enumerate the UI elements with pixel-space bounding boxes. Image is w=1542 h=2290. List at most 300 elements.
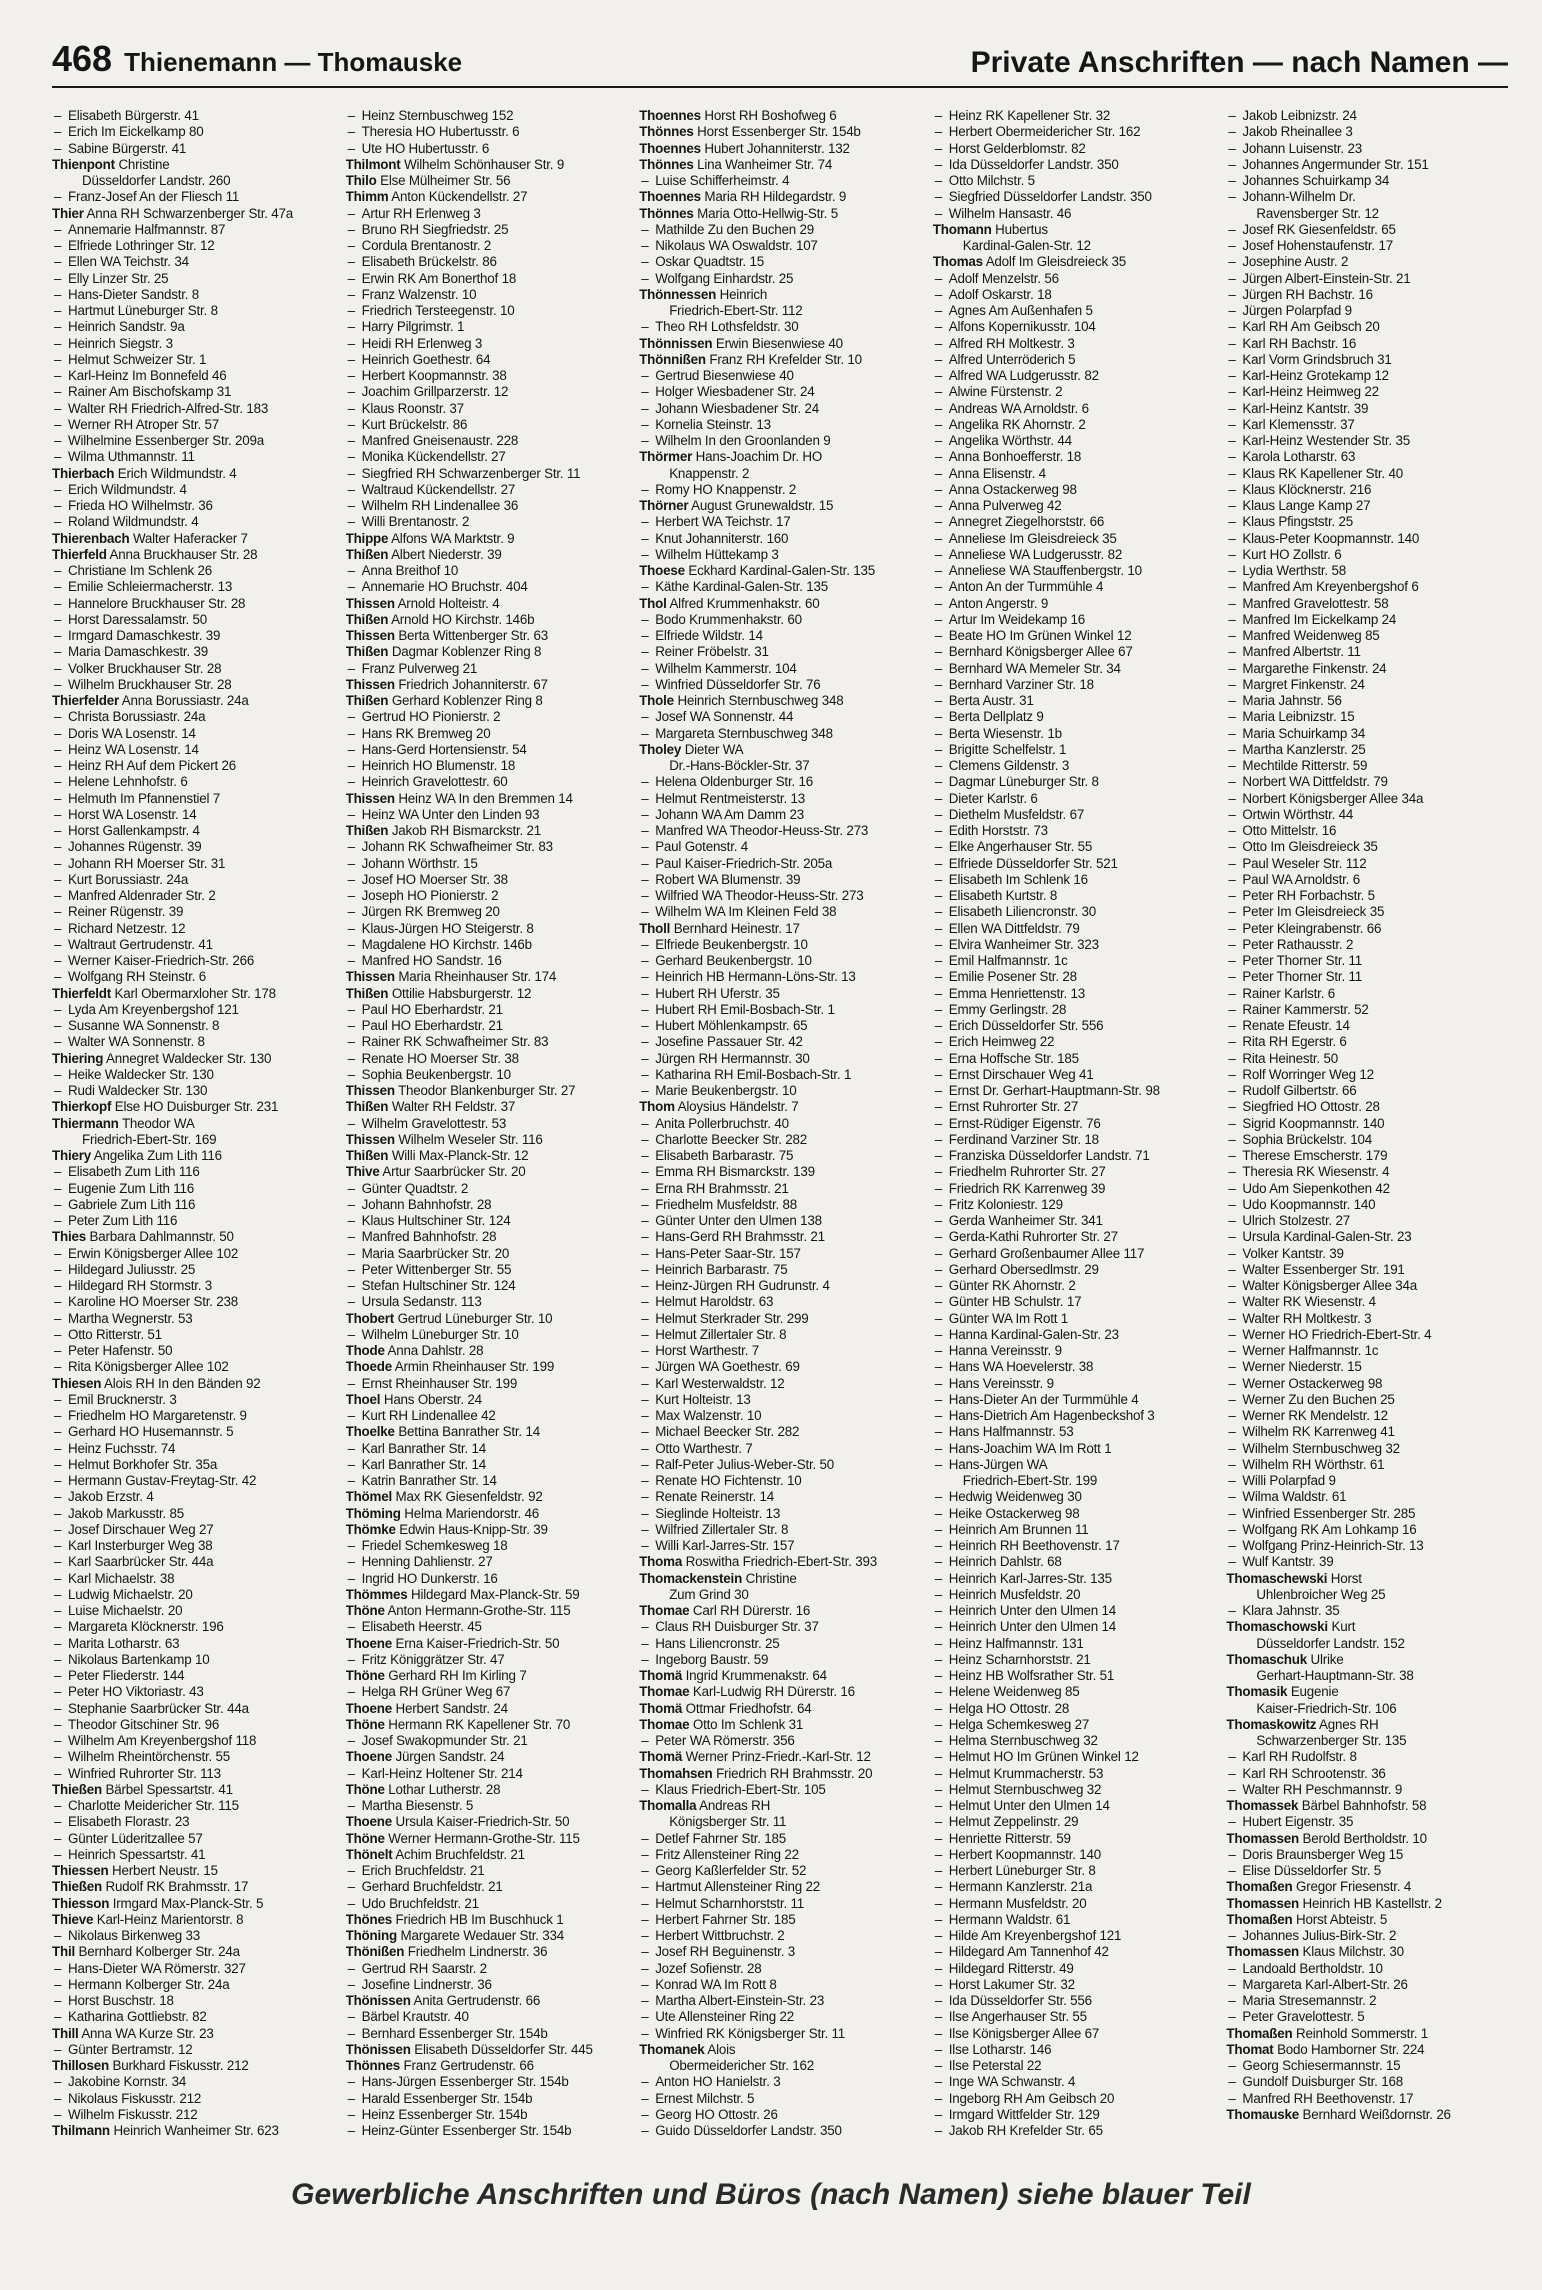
listing-entry — [933, 1229, 1221, 1245]
entry-details: Renate HO Moerser Str. 38 — [361, 1050, 519, 1066]
listing-entry — [639, 1879, 927, 1895]
surname-entry — [346, 628, 634, 644]
listing-entry — [52, 921, 340, 937]
listing-entry — [1226, 1229, 1514, 1245]
surname-entry — [346, 189, 634, 205]
listing-entry — [52, 401, 340, 417]
surname-entry — [639, 1766, 927, 1782]
entry-details: Dieter Karlstr. 6 — [948, 790, 1038, 806]
surname-entry — [346, 531, 634, 547]
entry-details: Wolfgang Prinz-Heinrich-Str. 13 — [1242, 1538, 1424, 1553]
entry-details: Helmut Sternbuschweg 32 — [948, 1781, 1102, 1797]
listing-entry — [639, 1132, 927, 1148]
entry-details: Peter Hafenstr. 50 — [68, 1343, 173, 1358]
surname-entry — [1226, 1684, 1514, 1700]
listing-entry — [639, 856, 927, 872]
entry-details: Angelika Wörthstr. 44 — [948, 433, 1072, 448]
entry-details: Hubert Eigenstr. 35 — [1242, 1814, 1354, 1830]
surname-entry — [52, 986, 340, 1002]
surname-entry — [1226, 1896, 1514, 1912]
surname-entry — [1226, 1619, 1514, 1635]
listing-entry — [52, 2107, 340, 2123]
listing-entry — [639, 1116, 927, 1132]
entry-details: Helma Sternbuschweg 32 — [948, 1733, 1098, 1748]
surname: Thomä — [639, 1700, 683, 1716]
entry-details: Karl-Heinz Grotekamp 12 — [1242, 368, 1389, 383]
listing-entry — [933, 644, 1221, 660]
listing-entry — [346, 254, 634, 270]
entry-details: Nikolaus Fiskusstr. 212 — [68, 2090, 202, 2106]
entry-details: Ute Allensteiner Ring 22 — [655, 2009, 795, 2025]
listing-entry — [933, 1294, 1221, 1310]
listing-entry — [933, 319, 1221, 335]
listing-entry — [639, 1896, 927, 1912]
entry-details: Herbert Koopmannstr. 38 — [361, 368, 507, 383]
listing-entry — [1226, 1197, 1514, 1213]
listing-entry — [1226, 514, 1514, 530]
entry-details: Anna Pulverweg 42 — [948, 498, 1062, 513]
entry-details: Udo Am Siepenkothen 42 — [1242, 1180, 1390, 1196]
address-continuation — [639, 466, 927, 482]
entry-details: Hermann Gustav-Freytag-Str. 42 — [68, 1473, 257, 1488]
listing-entry — [639, 1034, 927, 1050]
listing-entry — [52, 108, 340, 124]
entry-details: Klaus Hultschiner Str. 124 — [361, 1213, 511, 1228]
surname-entry — [52, 547, 340, 563]
entry-details: Hans-Gerd RH Brahmsstr. 21 — [655, 1229, 825, 1245]
listing-entry — [1226, 888, 1514, 904]
entry-details: Bernhard Varziner Str. 18 — [948, 676, 1094, 692]
surname-entry — [52, 1148, 340, 1164]
entry-details: Manfred HO Sandstr. 16 — [361, 953, 502, 968]
entry-details: Walter Essenberger Str. 191 — [1242, 1261, 1405, 1277]
listing-entry — [346, 2107, 634, 2123]
listing-entry — [52, 482, 340, 498]
surname-entry — [346, 1148, 634, 1164]
entry-details: Brigitte Schelfelstr. 1 — [948, 741, 1067, 757]
listing-entry — [52, 596, 340, 612]
listing-entry — [52, 1457, 340, 1473]
surname-entry — [52, 1879, 340, 1895]
listing-entry — [1226, 108, 1514, 124]
entry-details: Anneliese Im Gleisdreieck 35 — [948, 530, 1117, 546]
listing-entry — [639, 2074, 927, 2090]
surname: Thönnes — [639, 205, 694, 221]
surname-entry — [52, 157, 340, 173]
entry-details: Max RK Giesenfeldstr. 92 — [395, 1489, 543, 1505]
listing-entry — [639, 986, 927, 1002]
entry-details: Volker Bruckhauser Str. 28 — [68, 660, 222, 676]
entry-details: Franz RH Krefelder Str. 10 — [709, 351, 862, 367]
listing-entry — [52, 1603, 340, 1619]
surname: Thilmont — [345, 156, 401, 172]
listing-entry — [933, 1506, 1221, 1522]
entry-details: Günter Lüderitzallee 57 — [68, 1830, 203, 1846]
surname: Thoene — [345, 1814, 393, 1830]
entry-details: Jürgen RK Bremweg 20 — [361, 904, 500, 920]
entry-details: Mechtilde Ritterstr. 59 — [1242, 758, 1368, 773]
listing-entry — [346, 1896, 634, 1912]
listing-entry — [346, 839, 634, 855]
listing-entry — [1226, 953, 1514, 969]
entry-details: Hans Halfmannstr. 53 — [948, 1424, 1074, 1440]
entry-details: Berold Bertholdstr. 10 — [1302, 1830, 1427, 1846]
entry-details: Herbert Sandstr. 24 — [395, 1700, 508, 1716]
entry-details: Lothar Lutherstr. 28 — [388, 1781, 501, 1797]
address-continuation — [639, 2058, 927, 2074]
entry-details: Heinrich Dahlstr. 68 — [948, 1554, 1062, 1570]
listing-entry — [933, 1928, 1221, 1944]
listing-entry — [933, 1944, 1221, 1960]
listing-entry — [933, 1067, 1221, 1083]
entry-details: Renate HO Fichtenstr. 10 — [655, 1473, 802, 1488]
surname-entry — [639, 742, 927, 758]
surname: Thöming — [345, 1505, 401, 1521]
entry-details: Otto Im Gleisdreieck 35 — [1242, 839, 1378, 855]
listing-entry — [52, 807, 340, 823]
entry-details: Bernhard WA Memeler Str. 34 — [948, 660, 1121, 676]
listing-entry — [933, 1863, 1221, 1879]
address-continuation — [1226, 206, 1514, 222]
listing-entry — [933, 1018, 1221, 1034]
entry-details: Landoald Bertholdstr. 10 — [1242, 1960, 1383, 1976]
entry-details: Gerda-Kathi Ruhrorter Str. 27 — [948, 1229, 1118, 1245]
surname: Thöne — [345, 1716, 385, 1732]
entry-details: Martha Albert-Einstein-Str. 23 — [655, 1993, 825, 2008]
surname-entry — [639, 2042, 927, 2058]
entry-details: Josefine Lindnerstr. 36 — [361, 1976, 492, 1992]
entry-details: Willi Karl-Jarres-Str. 157 — [655, 1538, 795, 1553]
entry-details: Armin Rheinhauser Str. 199 — [394, 1359, 555, 1375]
surname: Thöne — [345, 1668, 385, 1683]
listing-entry — [346, 807, 634, 823]
entry-details: Ingrid Krummenakstr. 64 — [685, 1668, 827, 1683]
entry-details: Emma RH Bismarckstr. 139 — [655, 1164, 815, 1180]
entry-details: Emilie Posener Str. 28 — [948, 969, 1077, 985]
listing-entry — [1226, 319, 1514, 335]
surname: Thomackenstein — [639, 1570, 743, 1586]
entry-details: Gertrud Lüneburger Str. 10 — [397, 1310, 553, 1326]
surname-entry — [1226, 2107, 1514, 2123]
listing-entry — [1226, 661, 1514, 677]
entry-details: Josefine Passauer Str. 42 — [655, 1034, 803, 1050]
listing-entry — [52, 677, 340, 693]
listing-entry — [933, 514, 1221, 530]
surname: Thörner — [639, 498, 689, 513]
entry-details: Jakob Rheinallee 3 — [1242, 124, 1353, 140]
entry-details: Martha Biesenstr. 5 — [361, 1798, 474, 1813]
entry-details: Paul Weseler Str. 112 — [1242, 855, 1367, 871]
listing-entry — [52, 1814, 340, 1830]
surname: Thißen — [345, 1099, 389, 1115]
entry-details: Rita Königsberger Allee 102 — [68, 1359, 229, 1375]
listing-entry — [933, 2091, 1221, 2107]
entry-details: Herbert Obermeidericher Str. 162 — [948, 124, 1141, 140]
listing-entry — [1226, 904, 1514, 920]
listing-entry — [52, 1684, 340, 1700]
listing-entry — [1226, 1376, 1514, 1392]
entry-details: Karola Lotharstr. 63 — [1242, 449, 1356, 465]
listing-entry — [346, 774, 634, 790]
footer-note: Gewerbliche Anschriften und Büros (nach Namen) siehe blauer Teil — [291, 2178, 1251, 2211]
entry-details: Hartmut Lüneburger Str. 8 — [68, 303, 218, 318]
entry-details: Heinz Sternbuschweg 152 — [361, 108, 514, 123]
listing-entry — [52, 1213, 340, 1229]
listing-entry — [52, 1262, 340, 1278]
entry-details: Karl Vorm Grindsbruch 31 — [1242, 351, 1392, 367]
surname-entry — [346, 823, 634, 839]
listing-entry — [1226, 1002, 1514, 1018]
entry-details: Joachim Grillparzerstr. 12 — [361, 384, 509, 400]
surname-entry — [346, 1831, 634, 1847]
surname: Thomaßen — [1226, 1879, 1293, 1895]
entry-details: Jakob Erzstr. 4 — [68, 1489, 154, 1505]
listing-entry — [639, 807, 927, 823]
entry-details: Luise Schifferheimstr. 4 — [655, 173, 790, 188]
entry-details: Hedwig Weidenweg 30 — [948, 1489, 1082, 1505]
listing-entry — [933, 1441, 1221, 1457]
listing-entry — [346, 482, 634, 498]
listing-entry — [933, 774, 1221, 790]
entry-details: Johannes Julius-Birk-Str. 2 — [1242, 1928, 1397, 1943]
surname: Thol — [639, 595, 667, 611]
entry-details: Josef Dirschauer Weg 27 — [68, 1521, 214, 1537]
listing-entry — [1226, 173, 1514, 189]
entry-details: Helmut HO Im Grünen Winkel 12 — [948, 1749, 1139, 1765]
listing-entry — [639, 888, 927, 904]
entry-details: Klaus Klöcknerstr. 216 — [1242, 481, 1372, 497]
entry-details: Friedhelm Lindnerstr. 36 — [407, 1944, 548, 1960]
name-range: Thienemann — Thomauske — [124, 47, 463, 77]
entry-details: Heinrich RH Beethovenstr. 17 — [948, 1538, 1120, 1553]
listing-entry — [52, 969, 340, 985]
entry-details: Achim Bruchfeldstr. 21 — [395, 1846, 525, 1862]
listing-entry — [933, 2009, 1221, 2025]
entry-details: Kaiser-Friedrich-Str. 106 — [1256, 1700, 1397, 1716]
listing-entry — [933, 417, 1221, 433]
listing-entry — [639, 839, 927, 855]
listing-entry — [346, 271, 634, 287]
listing-entry — [346, 319, 634, 335]
listing-entry — [933, 1246, 1221, 1262]
surname: Thierenbach — [52, 530, 130, 546]
entry-details: Helmut Unter den Ulmen 14 — [948, 1798, 1110, 1813]
entry-details: Jakob Markusstr. 85 — [68, 1505, 185, 1521]
listing-entry — [1226, 498, 1514, 514]
listing-entry — [639, 1051, 927, 1067]
entry-details: Hermann Musfeldstr. 20 — [948, 1895, 1087, 1911]
entry-details: Karoline HO Moerser Str. 238 — [68, 1294, 239, 1310]
listing-entry — [346, 514, 634, 530]
listing-entry — [52, 1977, 340, 1993]
entry-details: Rudolf RK Brahmsstr. 17 — [105, 1879, 249, 1895]
listing-entry — [1226, 628, 1514, 644]
entry-details: Christiane Im Schlenk 26 — [68, 563, 213, 578]
section-title: Private Anschriften — nach Namen — — [970, 46, 1508, 79]
entry-details: Manfred Gravelottestr. 58 — [1242, 595, 1389, 611]
listing-entry — [52, 2009, 340, 2025]
listing-entry — [933, 1051, 1221, 1067]
entry-details: Knappenstr. 2 — [669, 465, 750, 481]
listing-entry — [346, 1327, 634, 1343]
listing-entry — [933, 531, 1221, 547]
entry-details: Hans Vereinsstr. 9 — [948, 1375, 1054, 1391]
listing-entry — [639, 661, 927, 677]
listing-entry — [1226, 807, 1514, 823]
listing-entry — [346, 1652, 634, 1668]
surname-entry — [346, 1424, 634, 1440]
listing-entry — [346, 2026, 634, 2042]
entry-details: Volker Kantstr. 39 — [1242, 1245, 1344, 1261]
entry-details: Jürgen RH Bachstr. 16 — [1242, 286, 1373, 302]
surname: Thillosen — [52, 2058, 109, 2073]
surname-entry — [346, 1392, 634, 1408]
entry-details: Elfriede Wildstr. 14 — [655, 628, 763, 643]
entry-details: Friedrich Tersteegenstr. 10 — [361, 303, 515, 318]
entry-details: Friedrich-Ebert-Str. 112 — [669, 303, 803, 318]
surname-entry — [639, 287, 927, 303]
surname: Thißen — [345, 985, 389, 1001]
entry-details: Heinrich — [719, 286, 768, 302]
entry-details: Wilhelm In den Groonlanden 9 — [655, 433, 831, 448]
address-continuation — [1226, 1636, 1514, 1652]
listing-entry — [52, 141, 340, 157]
listing-entry — [52, 937, 340, 953]
listing-entry — [933, 206, 1221, 222]
entry-details: Michael Beecker Str. 282 — [655, 1424, 800, 1440]
entry-details: Margareta Sternbuschweg 348 — [655, 725, 833, 741]
entry-details: Knut Johanniterstr. 160 — [655, 530, 789, 546]
surname-entry — [52, 1863, 340, 1879]
listing-entry — [639, 1424, 927, 1440]
entry-details: Maria Leibnizstr. 15 — [1242, 709, 1355, 725]
listing-entry — [1226, 1603, 1514, 1619]
listing-entry — [933, 1847, 1221, 1863]
entry-details: Rainer Kammerstr. 52 — [1242, 1001, 1369, 1017]
listing-entry — [933, 1538, 1221, 1554]
surname: Thomaschowski — [1226, 1619, 1328, 1635]
entry-details: Heinrich Goethestr. 64 — [361, 351, 491, 367]
listing-entry — [346, 1067, 634, 1083]
listing-entry — [52, 1164, 340, 1180]
surname: Tholl — [639, 920, 671, 936]
listing-entry — [933, 1197, 1221, 1213]
entry-details: Annegret Waldecker Str. 130 — [106, 1050, 272, 1066]
entry-details: Wilhelm Weseler Str. 116 — [398, 1131, 543, 1147]
listing-entry — [639, 937, 927, 953]
entry-details: Rita RH Egerstr. 6 — [1242, 1034, 1347, 1050]
column-5 — [1226, 108, 1514, 2163]
surname: Thönnessen — [639, 286, 717, 302]
surname-entry — [346, 1359, 634, 1375]
listing-entry — [52, 417, 340, 433]
entry-details: Peter HO Viktoriastr. 43 — [68, 1684, 204, 1700]
surname-entry — [346, 677, 634, 693]
entry-details: Erwin Königsberger Allee 102 — [68, 1245, 239, 1261]
entry-details: Karl-Heinz Heimweg 22 — [1242, 384, 1379, 400]
surname-entry — [639, 206, 927, 222]
surname: Thißen — [345, 1148, 389, 1163]
surname-entry — [52, 1376, 340, 1392]
listing-entry — [1226, 709, 1514, 725]
listing-entry — [639, 1522, 927, 1538]
entry-details: Adolf Oskarstr. 18 — [948, 286, 1052, 302]
entry-details: Manfred Im Eickelkamp 24 — [1242, 611, 1397, 627]
entry-details: Emil Brucknerstr. 3 — [68, 1391, 177, 1407]
listing-entry — [1226, 1961, 1514, 1977]
listing-entry — [346, 1879, 634, 1895]
listing-entry — [1226, 1327, 1514, 1343]
surname-entry — [639, 1749, 927, 1765]
entry-details: Manfred Bahnhofstr. 28 — [361, 1229, 497, 1245]
listing-entry — [1226, 791, 1514, 807]
entry-details: Kurt Holteistr. 13 — [655, 1391, 751, 1407]
entry-details: Herbert Koopmannstr. 140 — [948, 1846, 1102, 1862]
listing-entry — [346, 2074, 634, 2090]
listing-entry — [1226, 433, 1514, 449]
entry-details: Max Walzenstr. 10 — [655, 1408, 762, 1423]
surname-entry — [346, 1928, 634, 1944]
entry-details: Ferdinand Varziner Str. 18 — [948, 1131, 1099, 1147]
listing-entry — [346, 563, 634, 579]
listing-entry — [346, 661, 634, 677]
entry-details: Ellen WA Teichstr. 34 — [68, 254, 189, 270]
listing-entry — [933, 1392, 1221, 1408]
entry-details: Marita Lotharstr. 63 — [68, 1635, 180, 1651]
surname-entry — [346, 2042, 634, 2058]
listing-entry — [346, 108, 634, 124]
listing-entry — [52, 1636, 340, 1652]
entry-details: Hans-Dieter Sandstr. 8 — [68, 286, 200, 302]
entry-details: Hubert Johanniterstr. 132 — [704, 140, 850, 156]
entry-details: Wolfgang RK Am Lohkamp 16 — [1242, 1521, 1417, 1537]
entry-details: Else HO Duisburger Str. 231 — [114, 1099, 279, 1115]
listing-entry — [933, 124, 1221, 140]
listing-entry — [933, 157, 1221, 173]
entry-details: Wilhelm Kammerstr. 104 — [655, 660, 797, 676]
entry-details: Anna Dahlstr. 28 — [387, 1343, 484, 1358]
listing-entry — [1226, 1262, 1514, 1278]
listing-entry — [639, 1327, 927, 1343]
listing-entry — [933, 953, 1221, 969]
listing-entry — [639, 579, 927, 595]
entry-details: Obermeidericher Str. 162 — [669, 2058, 814, 2073]
listing-entry — [639, 1229, 927, 1245]
header-left — [52, 38, 462, 86]
entry-details: Winfried Düsseldorfer Str. 76 — [655, 676, 821, 692]
entry-details: Werner Prinz-Friedr.-Karl-Str. 12 — [685, 1749, 871, 1765]
entry-details: Reiner Fröbelstr. 31 — [655, 644, 769, 660]
entry-details: Karl Klemensstr. 37 — [1242, 416, 1355, 432]
surname-entry — [346, 693, 634, 709]
entry-details: Johannes Angermunder Str. 151 — [1242, 156, 1429, 172]
surname: Thissen — [345, 1083, 395, 1098]
entry-details: Horst Abteistr. 5 — [1296, 1911, 1388, 1927]
listing-entry — [933, 1668, 1221, 1684]
listing-entry — [933, 1733, 1221, 1749]
entry-details: Adolf Menzelstr. 56 — [948, 270, 1059, 286]
entry-details: Helma Mariendorstr. 46 — [404, 1505, 540, 1521]
entry-details: Hartmut Allensteiner Ring 22 — [655, 1879, 821, 1895]
surname: Thomaskowitz — [1226, 1716, 1317, 1732]
entry-details: Elisabeth Im Schlenk 16 — [948, 871, 1088, 887]
listing-entry — [346, 1554, 634, 1570]
surname-entry — [346, 1343, 634, 1359]
listing-entry — [933, 888, 1221, 904]
listing-entry — [1226, 1311, 1514, 1327]
listing-entry — [933, 628, 1221, 644]
surname-entry — [346, 1311, 634, 1327]
